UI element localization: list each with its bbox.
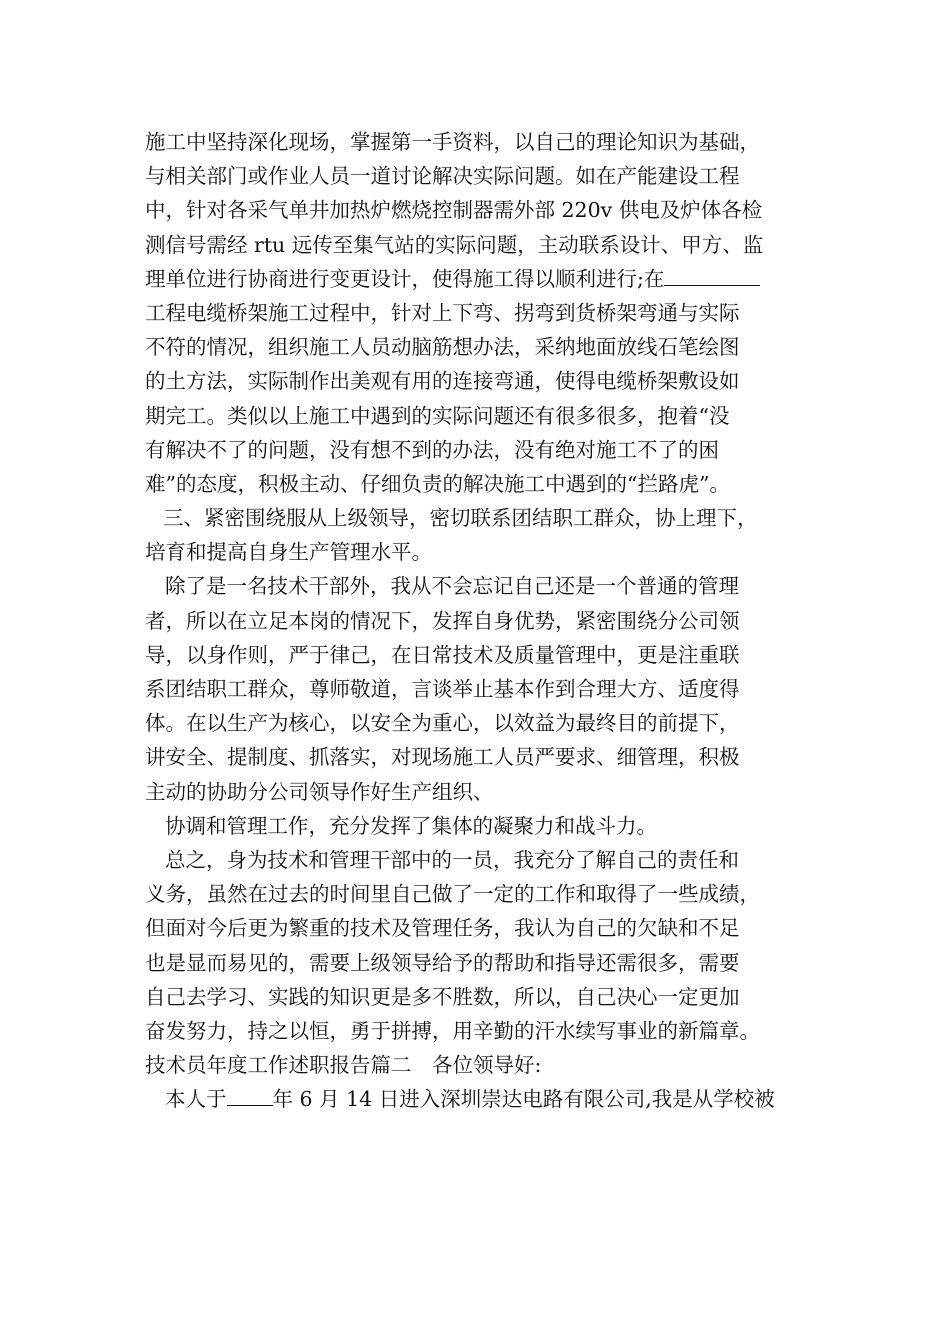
text-line: 与相关部门或作业人员一道讨论解决实际问题。如在产能建设工程 [145,164,740,189]
text-line: 导，以身作则，严于律己，在日常技术及质量管理中，更是注重联 [145,642,740,667]
text-line: 系团结职工群众，尊师敬道，言谈举止基本作到合理大方、适度得 [145,677,740,701]
paragraph-start-line: 除了是一名技术干部外，我从不会忘记自己还是一个普通的管理 [165,574,739,599]
fill-in-blank [227,1083,273,1106]
paragraph-start-line: 协调和管理工作，充分发挥了集体的凝聚力和战斗力。 [165,813,657,838]
text-line: 自己去学习、实践的知识更是多不胜数，所以，自己决心一定更加 [145,984,740,1009]
report-title-line: 技术员年度工作述职报告篇二 各位领导好: [145,1053,542,1078]
text-line: 中，针对各采气单井加热炉燃烧控制器需外部 220v 供电及炉体各检 [145,198,763,223]
text-line-with-blank [145,262,825,296]
text-line: 奋发努力，持之以恒，勇于拼搏，用辛勤的汗水续写事业的新篇章。 [145,1018,760,1043]
text-line: 培育和提高自身生产管理水平。 [145,540,432,565]
text-line: 有解决不了的问题，没有想不到的办法，没有绝对施工不了的困 [145,437,719,462]
text-line: 难”的态度，积极主动、仔细负责的解决施工中遇到的“拦路虎”。 [145,471,730,496]
text-line: 工程电缆桥架施工过程中，针对上下弯、拐弯到货桥架弯通与实际 [145,300,740,325]
text-line: 施工中坚持深化现场，掌握第一手资料，以自己的理论知识为基础， [145,130,760,154]
text-line: 义务，虽然在过去的时间里自己做了一定的工作和取得了一些成绩， [145,882,760,907]
fill-in-blank [664,263,760,286]
document-body [145,125,825,1116]
text-line: 主动的协助分公司领导作好生产组织、 [145,779,494,804]
section-heading-line: 三、紧密围绕服从上级领导，密切联系团结职工群众，协上理下， [163,506,758,531]
text-segment: 理单位进行协商进行变更设计，使得施工得以顺利进行;在 [145,266,665,291]
text-line: 测信号需经 rtu 远传至集气站的实际问题，主动联系设计、甲方、监 [145,232,764,257]
text-line: 不符的情况，组织施工人员动脑筋想办法，采纳地面放线石笔绘图 [145,335,740,360]
text-line: 的土方法，实际制作出美观有用的连接弯通，使得电缆桥架敷设如 [145,369,740,394]
text-line: 也是显而易见的，需要上级领导给予的帮助和指导还需很多，需要 [145,950,740,975]
text-line: 讲安全、提制度、抓落实，对现场施工人员严要求、细管理，积极 [145,745,740,770]
text-line-with-blank [145,1082,825,1116]
text-line: 者，所以在立足本岗的情况下，发挥自身优势，紧密围绕分公司领 [145,608,740,633]
text-segment: 年 6 月 14 日进入深圳崇达电路有限公司,我是从学校被 [272,1087,775,1112]
paragraph-start-line: 总之，身为技术和管理干部中的一员，我充分了解自己的责任和 [165,847,739,872]
text-segment: 本人于 [165,1087,227,1112]
text-line: 但面对今后更为繁重的技术及管理任务，我认为自己的欠缺和不足 [145,916,740,941]
text-line: 体。在以生产为核心，以安全为重心，以效益为最终目的前提下， [145,711,740,736]
text-line: 期完工。类似以上施工中遇到的实际问题还有很多很多，抱着“没 [145,403,730,428]
